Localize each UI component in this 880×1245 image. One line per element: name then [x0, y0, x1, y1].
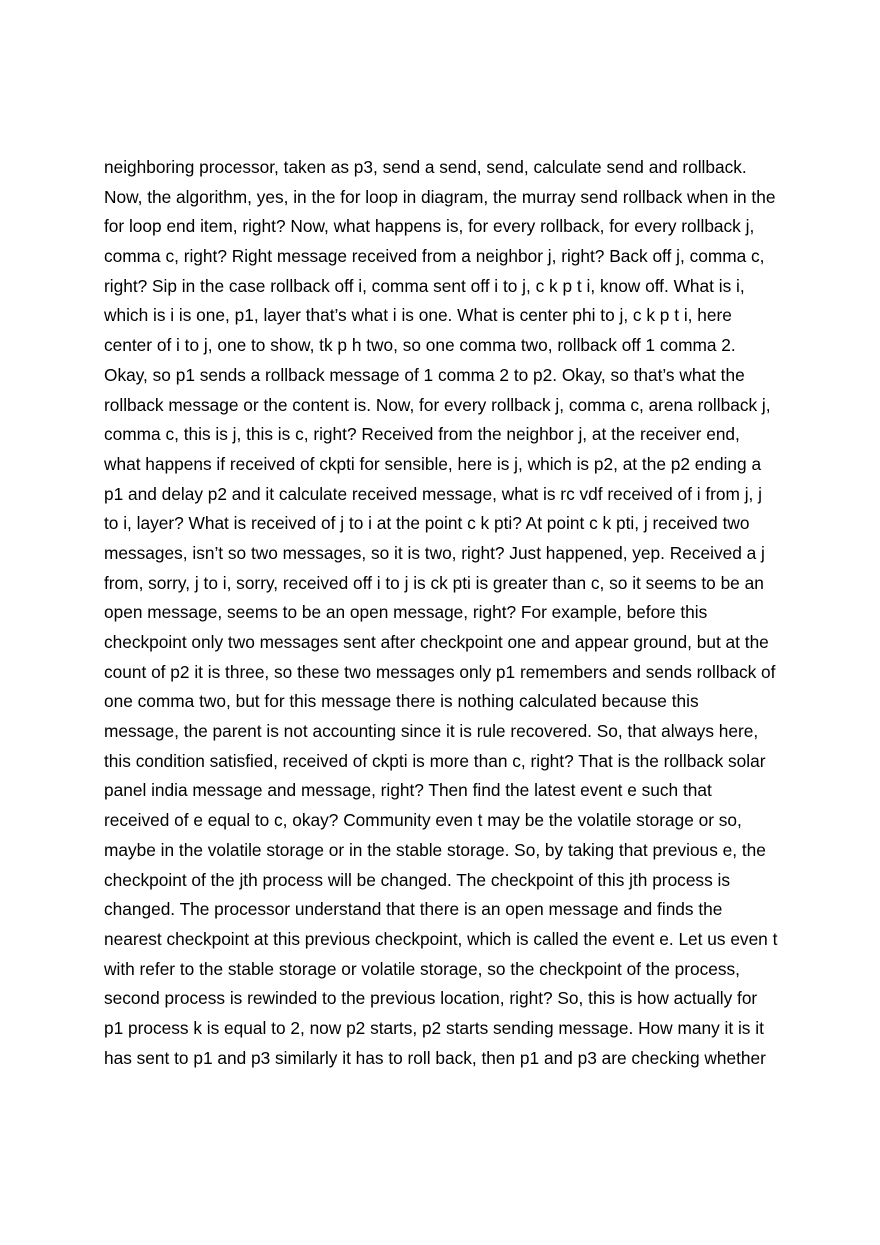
text-line: messages, isn’t so two messages, so it is two, right? Just happened, yep. Received a j: [104, 542, 765, 563]
text-line: second process is rewinded to the previous location, right? So, this is how actually for: [104, 988, 758, 1009]
text-line: comma c, this is j, this is c, right? Received from the neighbor j, at the receiver end,: [104, 424, 740, 445]
text-line: for loop end item, right? Now, what happens is, for every rollback, for every rollback j,: [104, 216, 755, 237]
text-line: nearest checkpoint at this previous checkpoint, which is called the event e. Let us even t: [104, 928, 778, 949]
text-line: Now, the algorithm, yes, in the for loop in diagram, the murray send rollback when in the: [104, 186, 776, 207]
text-line: right? Sip in the case rollback off i, comma sent off i to j, c k p t i, know off. What is i,: [104, 275, 745, 296]
text-line: one comma two, but for this message there is nothing calculated because this: [104, 691, 699, 712]
text-line: open message, seems to be an open message, right? For example, before this: [104, 602, 708, 623]
text-line: to i, layer? What is received of j to i at the point c k pti? At point c k pti, j received two: [104, 513, 750, 534]
text-line: this condition satisfied, received of ckpti is more than c, right? That is the rollback solar: [104, 750, 766, 771]
text-line: changed. The processor understand that there is an open message and finds the: [104, 899, 723, 920]
text-line: checkpoint only two messages sent after checkpoint one and appear ground, but at the: [104, 632, 769, 652]
text-line: received of e equal to c, okay? Community even t may be the volatile storage or so,: [104, 810, 742, 831]
text-line: message, the parent is not accounting since it is rule recovered. So, that always here,: [104, 721, 759, 742]
text-line: comma c, right? Right message received from a neighbor j, right? Back off j, comma c,: [104, 246, 765, 267]
text-line: rollback message or the content is. Now, for every rollback j, comma c, arena rollback j,: [104, 394, 771, 415]
text-line: center of i to j, one to show, tk p h two, so one comma two, rollback off 1 comma 2.: [104, 335, 736, 356]
text-line: panel india message and message, right? Then find the latest event e such that: [104, 780, 712, 801]
text-line: what happens if received of ckpti for sensible, here is j, which is p2, at the p2 ending a: [104, 453, 762, 474]
text-line: count of p2 it is three, so these two messages only p1 remembers and sends rollback of: [104, 661, 776, 682]
text-line: p1 process k is equal to 2, now p2 starts, p2 starts sending message. How many it is it: [104, 1017, 764, 1038]
text-line: neighboring processor, taken as p3, send a send, send, calculate send and rollback.: [104, 157, 747, 177]
text-line: from, sorry, j to i, sorry, received off i to j is ck pti is greater than c, so it seems to be an: [104, 572, 764, 593]
text-line: has sent to p1 and p3 similarly it has to roll back, then p1 and p3 are checking whether: [104, 1047, 766, 1068]
text-line: Okay, so p1 sends a rollback message of 1 comma 2 to p2. Okay, so that’s what the: [104, 364, 745, 385]
text-line: which is i is one, p1, layer that’s what i is one. What is center phi to j, c k p t i, here: [104, 305, 732, 326]
text-line: p1 and delay p2 and it calculate received message, what is rc vdf received of i from j, j: [104, 483, 762, 504]
transcript-paragraph: [104, 153, 804, 1073]
text-line: checkpoint of the jth process will be changed. The checkpoint of this jth process is: [104, 869, 730, 890]
text-line: maybe in the volatile storage or in the stable storage. So, by taking that previous e, the: [104, 839, 766, 860]
text-line: with refer to the stable storage or volatile storage, so the checkpoint of the process,: [104, 958, 740, 979]
